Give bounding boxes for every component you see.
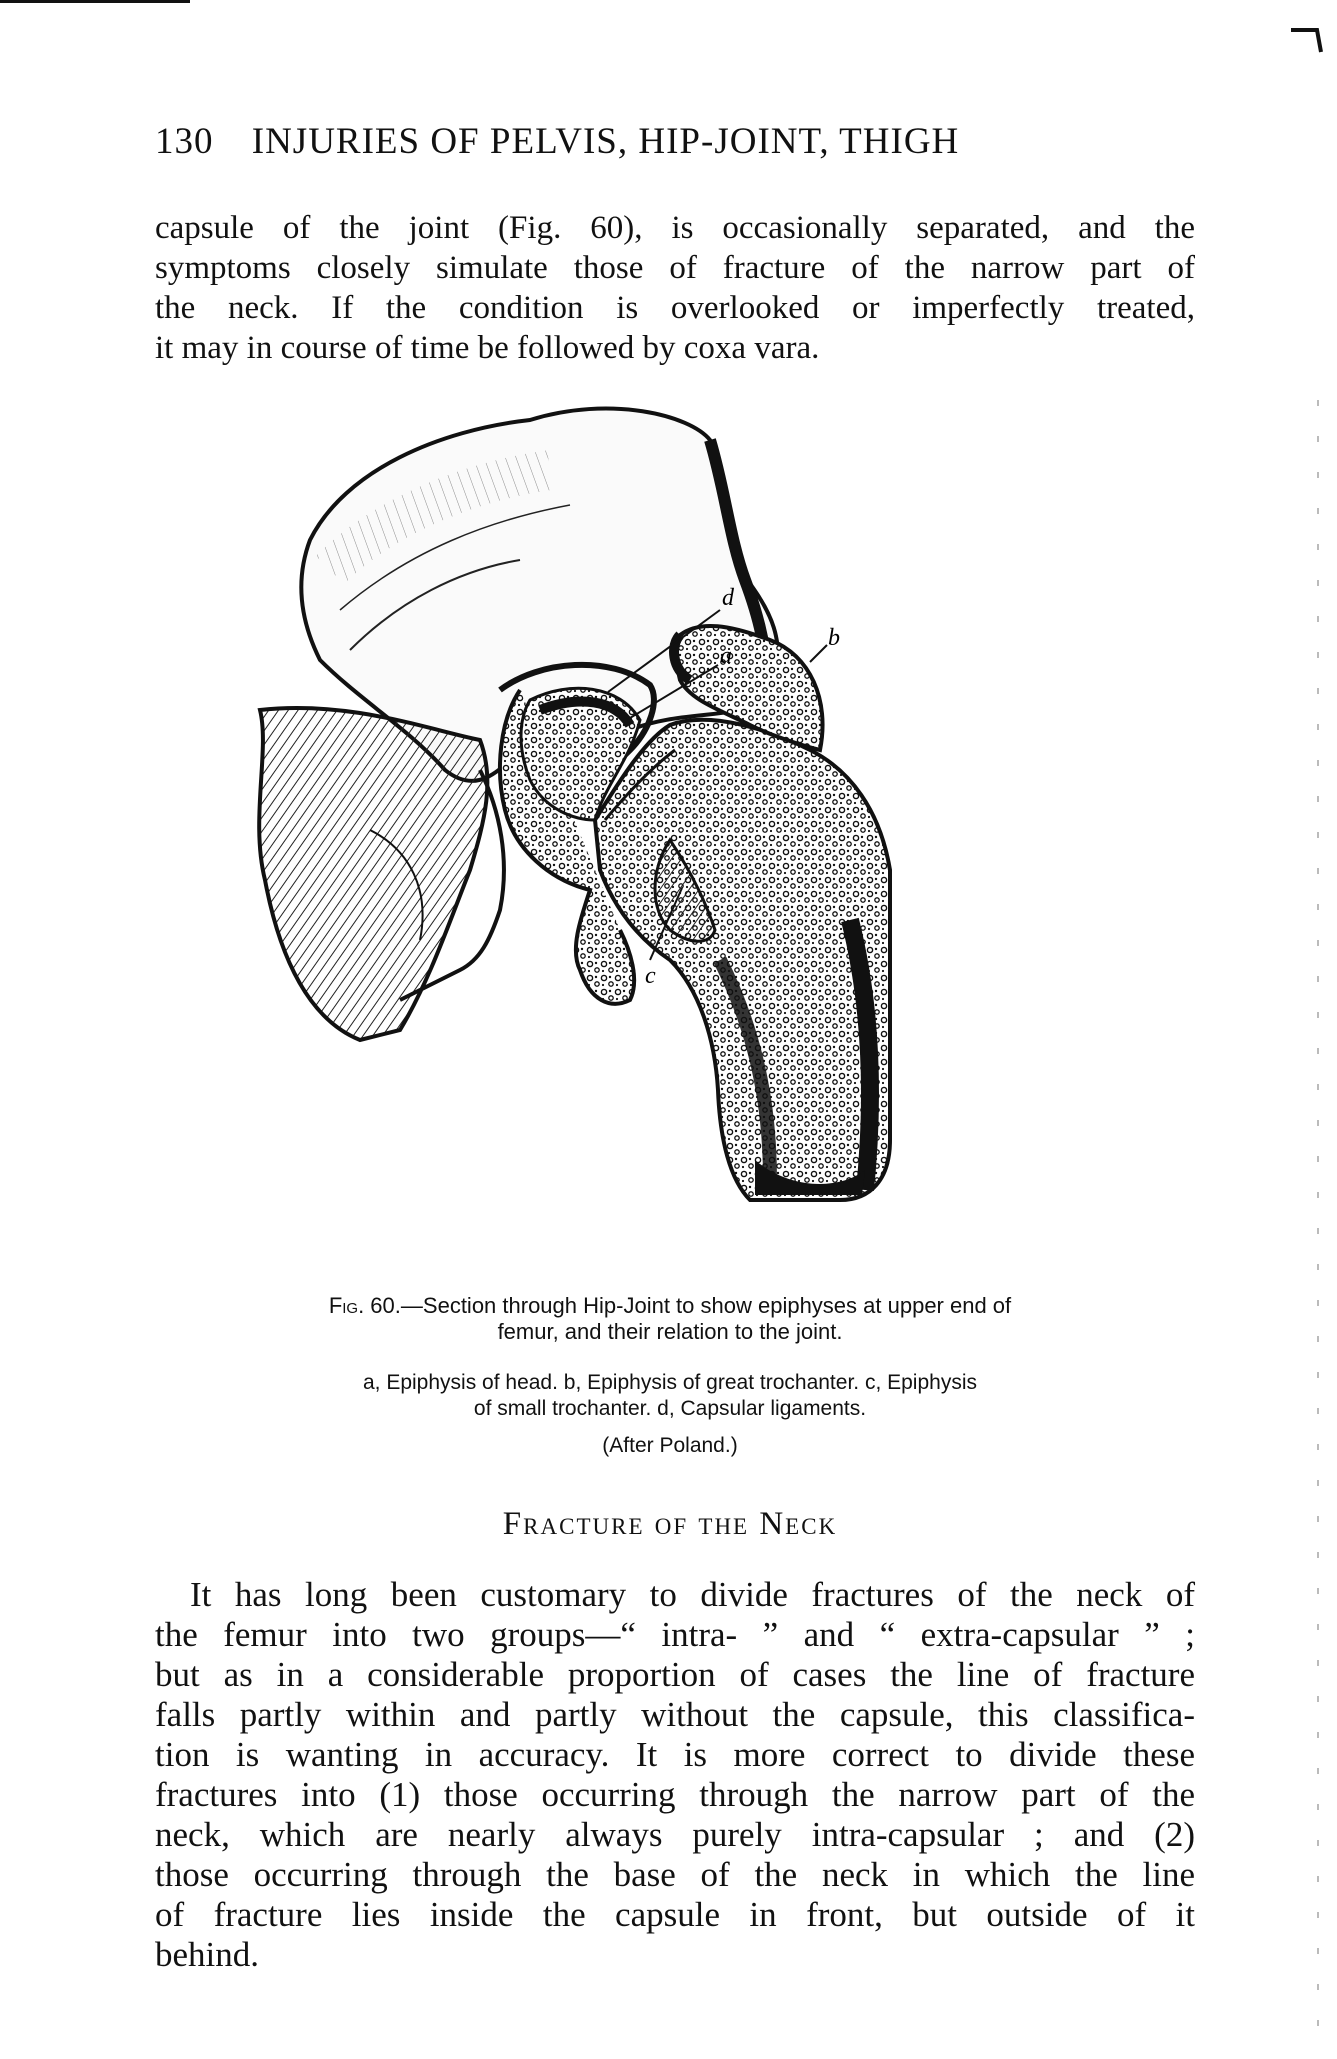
text-line: It has long been customary to divide fractures of the neck of (190, 1575, 1195, 1614)
text-line: neck, which are nearly always purely intra-capsular ; and (2) (155, 1815, 1195, 1854)
text-line: symptoms closely simulate those of fracture of the narrow part of (155, 250, 1195, 286)
figure-legend (150, 1370, 1190, 1422)
text-line: of fracture lies inside the capsule in front, but outside of it (155, 1895, 1195, 1934)
scan-corner-mark (1291, 24, 1323, 54)
scan-right-edge (1317, 400, 1319, 2040)
section-heading: Fracture of the Neck (502, 1506, 838, 1542)
caption-line: femur, and their relation to the joint. (497, 1319, 843, 1344)
label-d: d (722, 585, 734, 611)
page-number: 130 (155, 121, 214, 162)
label-b: b (828, 625, 840, 651)
figure-credit: (After Poland.) (602, 1434, 738, 1457)
hip-joint-section-figure (250, 400, 1130, 1290)
text-line: the femur into two groups—“ intra- ” and “ extra-capsular ” ; (155, 1615, 1195, 1654)
text-line: fractures into (1) those occurring through the narrow part of the (155, 1775, 1195, 1814)
legend-line: of small trochanter. d, Capsular ligaments. (473, 1397, 867, 1420)
legend-line: a, Epiphysis of head. b, Epiphysis of great trochanter. c, Epiphysis (362, 1371, 977, 1394)
intro-paragraph (155, 208, 1195, 368)
figure-number: Fig. 60. (328, 1293, 401, 1318)
text-line: tion is wanting in accuracy. It is more correct to divide these (155, 1735, 1195, 1774)
figure-caption (150, 1293, 1190, 1345)
text-line: the neck. If the condition is overlooked or imperfectly treated, (155, 290, 1195, 326)
text-line: behind. (155, 1935, 260, 1974)
running-header (155, 120, 1175, 163)
text-line: it may in course of time be followed by coxa vara. (155, 330, 820, 366)
text-line: falls partly within and partly without the capsule, this classifica- (155, 1695, 1195, 1734)
caption-text: —Section through Hip-Joint to show epiphyses at upper end of (400, 1293, 1012, 1318)
label-c: c (645, 963, 656, 989)
label-a: a (720, 643, 732, 669)
running-head-title: INJURIES OF PELVIS, HIP-JOINT, THIGH (251, 121, 960, 162)
text-line: capsule of the joint (Fig. 60), is occasionally separated, and the (155, 210, 1195, 246)
text-line: but as in a considerable proportion of cases the line of fracture (155, 1655, 1195, 1694)
scan-edge-mark (0, 0, 190, 3)
caption-line (150, 1293, 1190, 1319)
main-paragraph (155, 1575, 1195, 1975)
text-line: those occurring through the base of the neck in which the line (155, 1855, 1195, 1894)
